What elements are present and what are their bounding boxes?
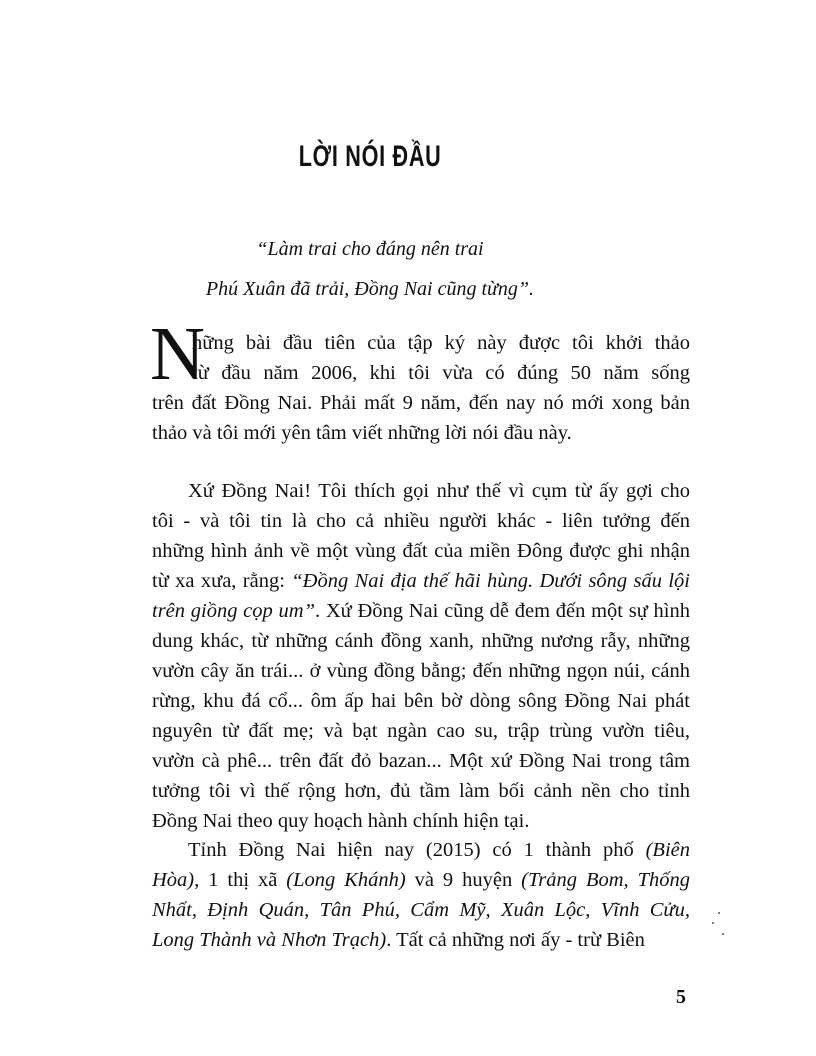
- text-segment: , 1 thị xã: [194, 869, 287, 891]
- text-line: [152, 358, 690, 388]
- text-line: [152, 596, 690, 626]
- text-segment: tưởng tôi vì thế rộng hơn, đủ tầm làm bối cảnh nền cho tỉnh: [152, 780, 690, 802]
- text-segment: Đồng Nai theo quy hoạch hành chính hiện tại.: [152, 810, 530, 832]
- text-line: [152, 746, 690, 776]
- paragraph-2: [152, 476, 690, 836]
- text-line: [152, 865, 690, 895]
- italic-text: Nhất, Định Quán, Tân Phú, Cẩm Mỹ, Xuân Lộc, Vĩnh Cửu,: [152, 899, 690, 921]
- scan-speck: [718, 912, 720, 914]
- italic-text: (Biên: [645, 839, 690, 861]
- italic-text: trên giồng cọp um”: [152, 600, 315, 622]
- text-line: [152, 506, 690, 536]
- text-segment: và 9 huyện: [405, 869, 522, 891]
- text-line: [152, 895, 690, 925]
- italic-text: “Đồng Nai địa thế hãi hùng. Dưới sông sấu lội: [291, 570, 690, 592]
- text-segment: dung khác, từ những cánh đồng xanh, những nương rẫy, những: [152, 630, 690, 652]
- text-line: [152, 476, 690, 506]
- text-line: [152, 716, 690, 746]
- drop-cap: N: [150, 312, 205, 396]
- text-line: [152, 626, 690, 656]
- text-line: [152, 328, 690, 358]
- text-line: [152, 388, 690, 418]
- title-text: LỜI NÓI ĐẦU: [298, 140, 442, 173]
- text-segment: từ xa xưa, rằng:: [152, 570, 292, 592]
- page-number: 5: [676, 986, 686, 1008]
- text-segment: vườn cà phê... trên đất đỏ bazan... Một xứ Đồng Nai trong tâm: [152, 750, 690, 772]
- scan-speck: [712, 922, 714, 924]
- text-line: [152, 686, 690, 716]
- text-segment: nguyên từ đất mẹ; và bạt ngàn cao su, trập trùng vườn tiêu,: [152, 720, 690, 742]
- scan-speck: [722, 933, 724, 935]
- epigraph-line-1: “Làm trai cho đáng nên trai: [256, 238, 484, 260]
- italic-text: (Long Khánh): [286, 869, 406, 891]
- italic-text: Long Thành và Nhơn Trạch): [152, 929, 387, 951]
- text-segment: những hình ảnh về một vùng đất của miền Đông được ghi nhận: [152, 540, 690, 562]
- text-line: [152, 806, 690, 836]
- text-segment: từ đầu năm 2006, khi tôi vừa có đúng 50 năm sống: [192, 362, 690, 384]
- text-segment: tôi - và tôi tin là cho cả nhiều người khác - liên tưởng đến: [152, 510, 690, 532]
- text-line: [152, 536, 690, 566]
- text-segment: Xứ Đồng Nai! Tôi thích gọi như thế vì cụm từ ấy gợi cho: [188, 480, 690, 502]
- text-segment: Tỉnh Đồng Nai hiện nay (2015) có 1 thành phố: [188, 839, 646, 861]
- italic-text: Hòa): [152, 869, 195, 891]
- text-line: [152, 776, 690, 806]
- text-segment: thảo và tôi mới yên tâm viết những lời nói đầu này.: [152, 422, 572, 444]
- text-segment: . Xứ Đồng Nai cũng dễ đem đến một sự hình: [314, 600, 690, 622]
- text-segment: vườn cây ăn trái... ở vùng đồng bằng; đến những ngọn núi, cánh: [152, 660, 690, 682]
- text-line: [152, 418, 690, 448]
- text-line: [152, 925, 690, 955]
- paragraph-1: [152, 328, 690, 448]
- paragraph-3: [152, 835, 690, 955]
- text-segment: trên đất Đồng Nai. Phải mất 9 năm, đến nay nó mới xong bản: [152, 392, 690, 414]
- italic-text: (Trảng Bom, Thống: [521, 869, 690, 891]
- text-segment: . Tất cả những nơi ấy - trừ Biên: [386, 929, 645, 951]
- text-line: [152, 835, 690, 865]
- page-title: [0, 140, 740, 174]
- text-segment: hững bài đầu tiên của tập ký này được tôi khởi thảo: [192, 332, 690, 354]
- epigraph-line-2: Phú Xuân đã trải, Đồng Nai cũng từng”.: [205, 278, 535, 300]
- text-segment: rừng, khu đá cổ... ôm ấp hai bên bờ dòng sông Đồng Nai phát: [152, 690, 690, 712]
- text-line: [152, 566, 690, 596]
- text-line: [152, 656, 690, 686]
